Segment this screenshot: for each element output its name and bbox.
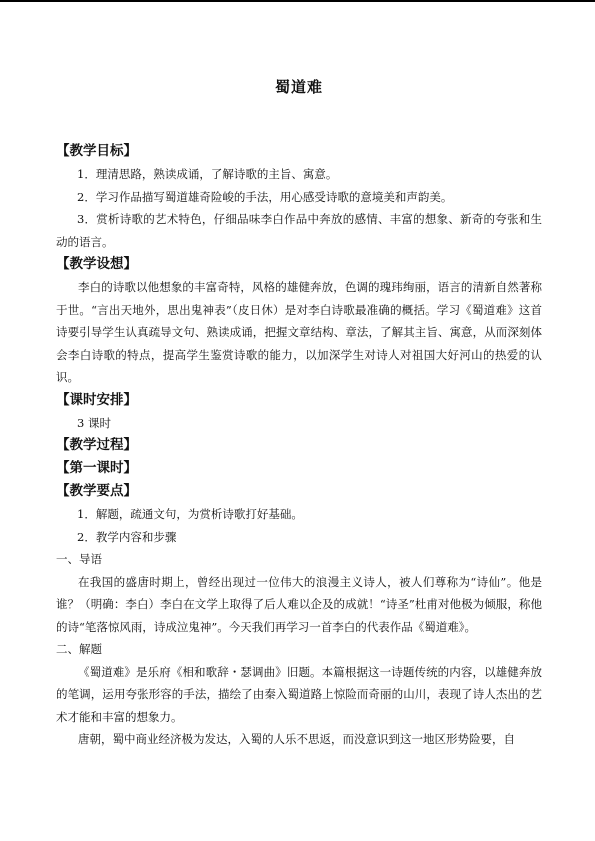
explain-paragraph-2: 唐朝，蜀中商业经济极为发达，入蜀的人乐不思返，而没意识到这一地区形势险要，自 (78, 732, 515, 746)
keypoints-heading: 【教学要点】 (56, 483, 137, 499)
goal-item-1: 1．理清思路，熟读成诵，了解诗歌的主旨、寓意。 (77, 167, 338, 181)
keypoint-item-1: 1．解题，疏通文句，为赏析诗歌打好基础。 (77, 507, 303, 521)
document-body (56, 140, 542, 751)
goal-item-2: 2．学习作品描写蜀道雄奇险峻的手法，用心感受诗歌的意境美和声韵美。 (77, 189, 453, 204)
keypoint-item-2: 2．教学内容和步骤 (77, 529, 177, 544)
top-rule (0, 0, 595, 2)
intro-paragraph: 在我国的盛唐时期上，曾经出现过一位伟大的浪漫主义诗人，被人们尊称为“诗仙”。他是谁？（明确：李白）李白在文学上取得了后人难以企及的成就！“诗圣”杜甫对他极为倾服，称他的诗“笔落惊风雨，诗成泣鬼神”。今天我们再学习一首李白的代表作品《蜀道难》。 (56, 574, 542, 634)
intro-heading: 一、导语 (56, 552, 102, 566)
goals-heading: 【教学目标】 (56, 143, 137, 159)
document-title: 蜀道难 (274, 78, 323, 96)
schedule-heading: 【课时安排】 (56, 391, 137, 408)
process-heading: 【教学过程】 (56, 437, 137, 453)
explain-heading: 二、解题 (56, 642, 102, 656)
explain-paragraph-1: 《蜀道难》是乐府《相和歌辞・瑟调曲》旧题。本篇根据这一诗题传统的内容，以雄健奔放的笔调，运用夸张形容的手法，描绘了由秦入蜀道路上惊险而奇丽的山川，表现了诗人杰出的艺术才能和丰富的想象力。 (56, 664, 542, 724)
concept-paragraph: 李白的诗歌以他想象的丰富奇特，风格的雄健奔放，色调的瑰玮绚丽，语言的清新自然著称于世。“言出天地外，思出鬼神表”（皮日休）是对李白诗歌最准确的概括。学习《蜀道难》这首诗要引导学生认真疏导文句、熟读成诵，把握文章结构、章法，了解其主旨、寓意，从而深刻体会李白诗歌的特点，提高学生鉴赏诗歌的能力，以加深学生对诗人对祖国大好河山的热爱的认识。 (56, 280, 542, 384)
schedule-text: 3 课时 (77, 415, 111, 430)
goal-item-3: 3．赏析诗歌的艺术特色，仔细品味李白作品中奔放的感情、丰富的想象、新奇的夸张和生动的语言。 (56, 212, 542, 249)
concept-heading: 【教学设想】 (56, 256, 137, 272)
lesson1-heading: 【第一课时】 (56, 460, 137, 476)
